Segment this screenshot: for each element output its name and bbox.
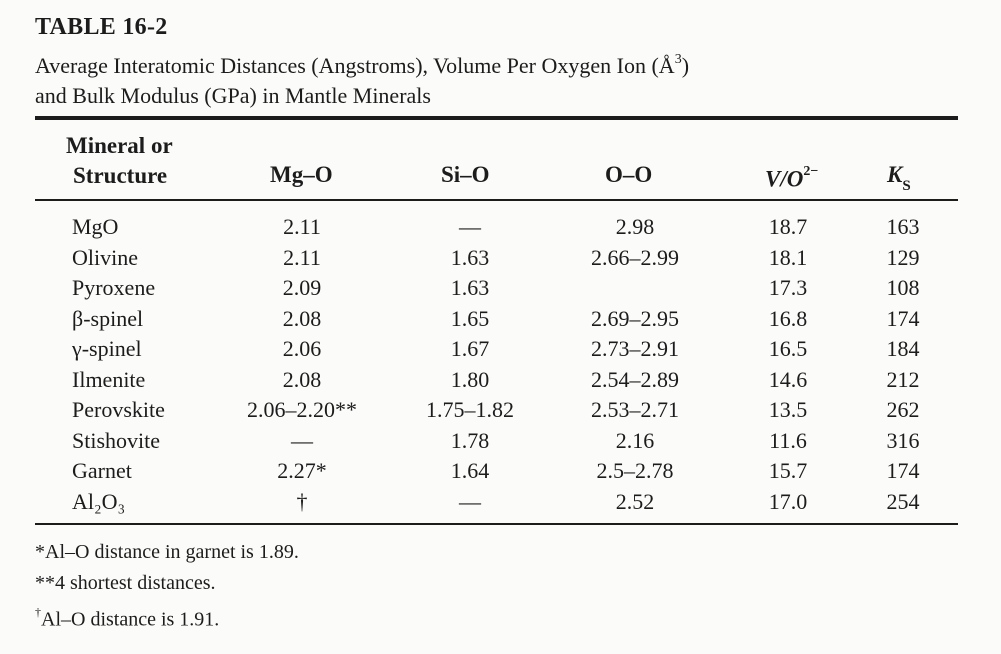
table-row <box>0 487 1001 518</box>
cell-mg-o: 2.11 <box>283 244 321 270</box>
cell-o-o: 2.52 <box>615 488 655 514</box>
cell-volume: 18.1 <box>768 244 808 270</box>
footnote-2: **4 shortest distances. <box>35 572 216 594</box>
table-row <box>0 365 1001 396</box>
cell-mg-o: 2.06–2.20** <box>247 397 357 422</box>
cell-volume: 13.5 <box>768 397 808 422</box>
cell-mineral: Stishovite <box>72 427 161 453</box>
cell-volume: 14.6 <box>768 366 808 392</box>
cell-bulk-modulus: 174 <box>886 458 920 483</box>
cell-mg-o: 2.11 <box>283 214 321 239</box>
table-caption <box>35 51 975 111</box>
cell-bulk-modulus: 163 <box>886 214 920 239</box>
cell-si-o: 1.78 <box>450 427 490 453</box>
cell-mg-o: — <box>291 427 313 453</box>
table-row <box>0 426 1001 457</box>
header-mineral: Mineral or Structure <box>66 133 173 188</box>
cell-bulk-modulus: 129 <box>886 244 920 270</box>
cell-o-o: 2.16 <box>615 427 655 453</box>
cell-mg-o: 2.09 <box>282 275 322 300</box>
cell-o-o: 2.66–2.99 <box>591 244 679 270</box>
cell-o-o: 2.73–2.91 <box>591 336 679 361</box>
top-rule <box>35 116 958 120</box>
table-row <box>0 212 1001 243</box>
cell-bulk-modulus: 212 <box>886 366 920 392</box>
table-body <box>0 212 1001 517</box>
cell-mineral: β-spinel <box>72 305 144 331</box>
cell-volume: 15.7 <box>768 458 808 483</box>
cell-o-o: 2.54–2.89 <box>591 366 679 392</box>
footnotes <box>35 537 299 636</box>
cell-mineral: Ilmenite <box>72 366 146 392</box>
cell-si-o: 1.67 <box>450 336 490 361</box>
header-mg-o: Mg–O <box>270 162 333 187</box>
bottom-rule <box>35 523 958 525</box>
cell-mineral: Al₂O₃ <box>72 488 126 514</box>
cell-volume: 16.5 <box>768 336 808 361</box>
header-bulk-modulus: $K_S$ <box>887 162 911 194</box>
cell-si-o: 1.63 <box>450 244 490 270</box>
cell-volume: 16.8 <box>768 305 808 331</box>
cell-mineral: MgO <box>72 214 119 239</box>
cell-mg-o: † <box>296 488 308 514</box>
cell-bulk-modulus: 174 <box>886 305 920 331</box>
table-row <box>0 456 1001 487</box>
cell-volume: 17.0 <box>768 488 808 514</box>
cell-volume: 18.7 <box>768 214 808 239</box>
cell-si-o: — <box>459 214 481 239</box>
header-rule <box>35 199 958 201</box>
cell-volume: 17.3 <box>768 275 808 300</box>
cell-mg-o: 2.08 <box>282 305 322 331</box>
table-row <box>0 243 1001 274</box>
cell-si-o: 1.75–1.82 <box>426 397 514 422</box>
cell-mineral: Olivine <box>72 244 138 270</box>
cell-bulk-modulus: 254 <box>886 488 920 514</box>
cell-si-o: 1.63 <box>450 275 490 300</box>
cell-mg-o: 2.08 <box>282 366 322 392</box>
table-number: TABLE 16-2 <box>35 14 168 40</box>
header-si-o: Si–O <box>441 162 490 187</box>
cell-bulk-modulus: 184 <box>886 336 920 361</box>
cell-bulk-modulus: 262 <box>886 397 920 422</box>
cell-mineral: Pyroxene <box>72 275 156 300</box>
cell-bulk-modulus: 316 <box>886 427 920 453</box>
cell-o-o: 2.69–2.95 <box>591 305 679 331</box>
cell-mineral: γ-spinel <box>72 336 142 361</box>
table-row <box>0 273 1001 304</box>
table-row <box>0 334 1001 365</box>
cell-o-o: 2.98 <box>615 214 655 239</box>
caption-line-2: and Bulk Modulus (GPa) in Mantle Minerals <box>35 83 431 108</box>
cell-bulk-modulus: 108 <box>886 275 920 300</box>
footnote-1: *Al–O distance in garnet is 1.89. <box>35 541 299 563</box>
cell-mineral: Perovskite <box>72 397 165 422</box>
cell-si-o: 1.65 <box>450 305 490 331</box>
cell-si-o: — <box>459 488 481 514</box>
header-volume: $V/O^{2-}$ <box>765 164 819 192</box>
table-row <box>0 304 1001 335</box>
caption-line-1: Average Interatomic Distances (Angstroms), Volume Per Oxygen Ion $(Å^3)$ <box>35 51 690 78</box>
cell-o-o: 2.5–2.78 <box>596 458 674 483</box>
table-row <box>0 395 1001 426</box>
cell-volume: 11.6 <box>769 427 807 453</box>
cell-o-o: 2.53–2.71 <box>591 397 679 422</box>
cell-mineral: Garnet <box>72 458 132 483</box>
header-o-o: O–O <box>605 162 653 187</box>
cell-si-o: 1.64 <box>450 458 490 483</box>
cell-si-o: 1.80 <box>450 366 490 392</box>
cell-mg-o: 2.06 <box>282 336 322 361</box>
cell-mg-o: 2.27* <box>277 458 327 483</box>
footnote-3: †Al–O distance is 1.91. <box>35 605 220 631</box>
